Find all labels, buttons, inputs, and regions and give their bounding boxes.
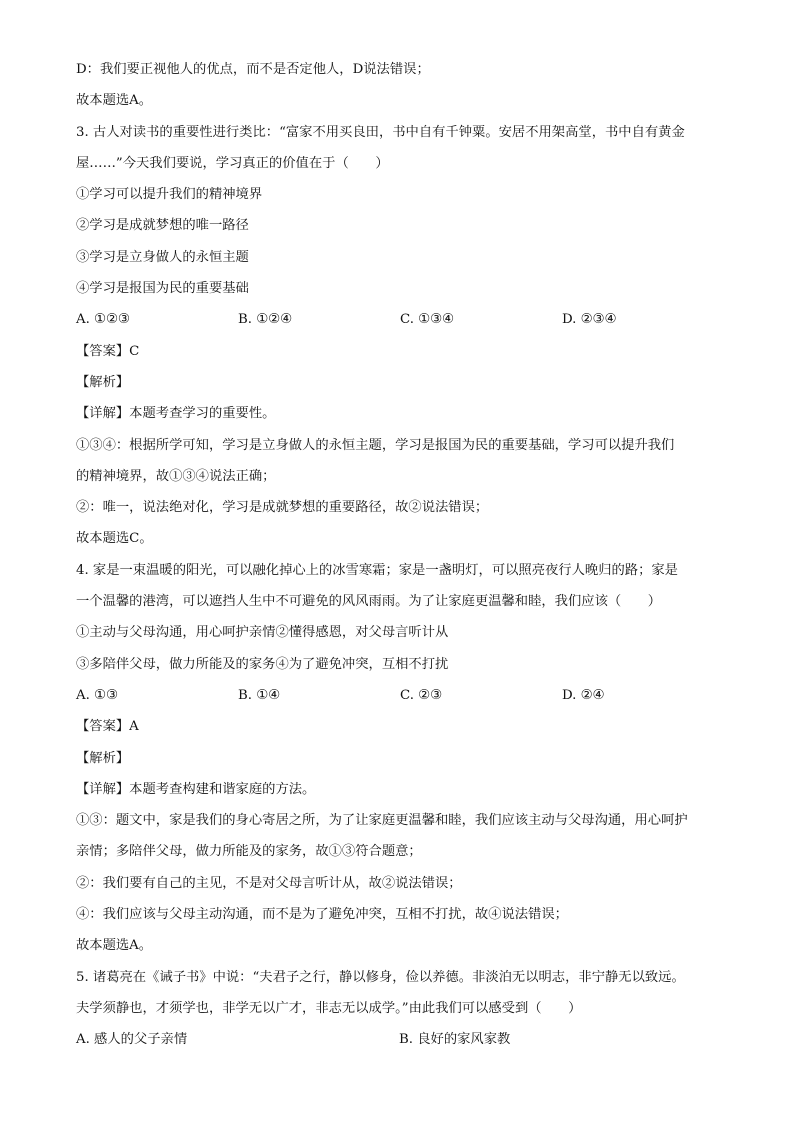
question-4-item: ①主动与父母沟通，用心呵护亲情②懂得感恩，对父母言听计从 (76, 625, 449, 641)
option-a: A. ①②③ (76, 312, 130, 328)
question-5-stem: 5. 诸葛亮在《诫子书》中说：“夫君子之行，静以修身，俭以养德。非淡泊无以明志，非宁静无以致远。 (76, 969, 685, 985)
explanation-line: ④：我们应该与父母主动沟通，而不是为了避免冲突，互相不打扰，故④说法错误； (76, 907, 568, 923)
option-b: B. ①②④ (238, 312, 292, 328)
explanation-line: ②：我们要有自己的主见，不是对父母言听计从，故②说法错误； (76, 875, 462, 891)
detail-label: 【详解】本题考查构建和谐家庭的方法。 (76, 781, 316, 797)
option-a: A. ①③ (76, 687, 118, 703)
option-b: B. ①④ (238, 687, 281, 703)
question-3-stem: 3. 古人对读书的重要性进行类比：“富家不用买良田，书中自有千钟粟。安居不用架高堂，书中自有黄金 (76, 124, 685, 140)
analysis-label: 【解析】 (76, 374, 130, 390)
answer-label: 【答案】A (76, 719, 139, 735)
analysis-label: 【解析】 (76, 750, 130, 766)
option-d: D. ②④ (562, 687, 605, 703)
question-4-stem: 4. 家是一束温暖的阳光，可以融化掉心上的冰雪寒霜；家是一盏明灯，可以照亮夜行人晚归的路；家是 (76, 562, 678, 578)
option-a: A. 感人的父子亲情 (76, 1032, 188, 1048)
option-d: D. ②③④ (562, 312, 617, 328)
question-3-stem: 屋……”今天我们要说，学习真正的价值在于（ ） (76, 155, 389, 171)
option-c: C. ②③ (400, 687, 442, 703)
document-page (76, 54, 726, 1056)
question-3-item: ①学习可以提升我们的精神境界 (76, 187, 263, 203)
answer-label: 【答案】C (76, 343, 140, 359)
question-4-item: ③多陪伴父母，做力所能及的家务④为了避免冲突，互相不打扰 (76, 656, 449, 672)
explanation-line: ①③：题文中，家是我们的身心寄居之所，为了让家庭更温馨和睦，我们应该主动与父母沟通，用心呵护 (76, 813, 688, 829)
option-c: C. ①③④ (400, 312, 454, 328)
question-3-options (76, 304, 726, 335)
text-line: D：我们要正视他人的优点，而不是否定他人，D说法错误； (76, 62, 430, 77)
question-4-options (76, 680, 726, 711)
question-5-options (76, 1024, 726, 1055)
conclusion-line: 故本题选A。 (76, 938, 153, 954)
explanation-line: ②：唯一，说法绝对化，学习是成就梦想的重要路径，故②说法错误； (76, 500, 489, 516)
question-4-stem: 一个温馨的港湾，可以遮挡人生中不可避免的风风雨雨。为了让家庭更温馨和睦，我们应该（ ） (76, 594, 662, 610)
question-3-item: ④学习是报国为民的重要基础 (76, 281, 249, 297)
conclusion-line: 故本题选C。 (76, 531, 153, 547)
explanation-line: 亲情；多陪伴父母，做力所能及的家务，故①③符合题意； (76, 844, 422, 860)
explanation-line: 的精神境界，故①③④说法正确； (76, 468, 276, 484)
option-b: B. 良好的家风家教 (399, 1032, 511, 1048)
question-5-stem: 夫学须静也，才须学也，非学无以广才，非志无以成学。”由此我们可以感受到（ ） (76, 1000, 582, 1016)
text-line: 故本题选A。 (76, 93, 153, 109)
detail-label: 【详解】本题考查学习的重要性。 (76, 406, 276, 422)
question-3-item: ②学习是成就梦想的唯一路径 (76, 218, 249, 234)
explanation-line: ①③④：根据所学可知，学习是立身做人的永恒主题，学习是报国为民的重要基础，学习可以提升我们 (76, 437, 675, 453)
question-3-item: ③学习是立身做人的永恒主题 (76, 249, 249, 265)
